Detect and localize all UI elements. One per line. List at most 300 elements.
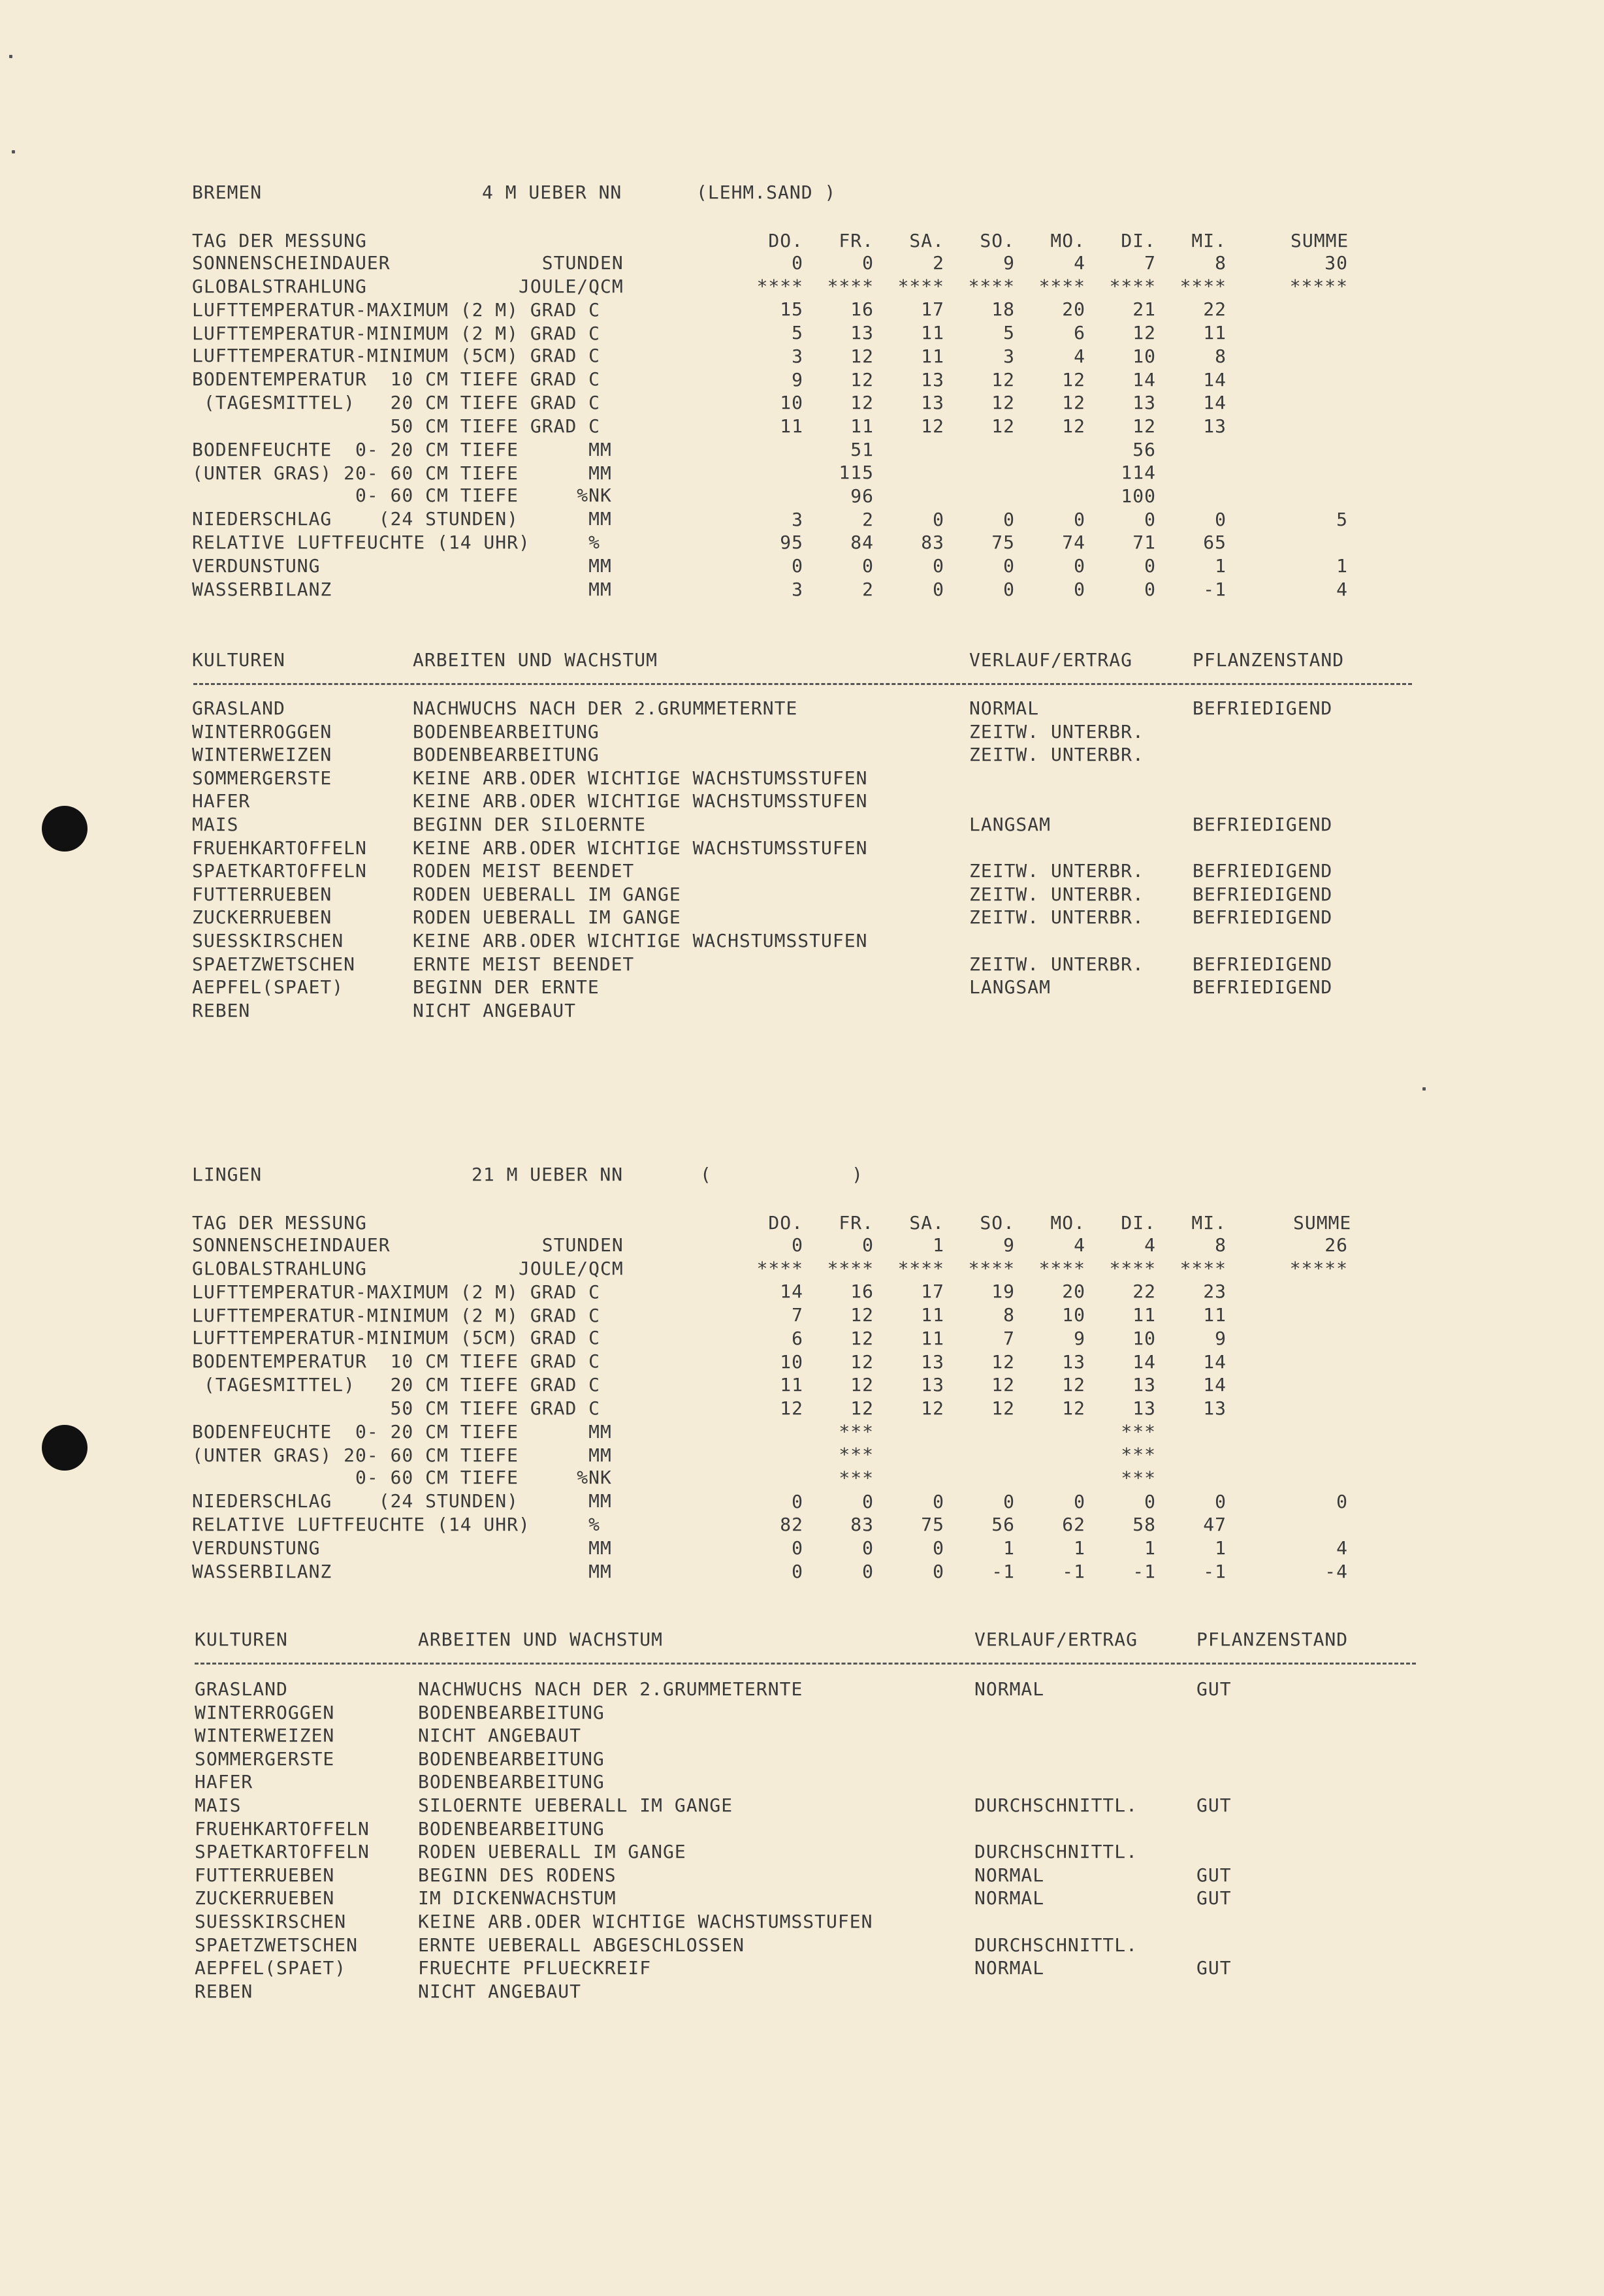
value-cell: *** bbox=[1121, 1421, 1156, 1443]
value-cell: -1 bbox=[1203, 1561, 1227, 1582]
value-cell: 58 bbox=[1132, 1514, 1156, 1535]
crop-name: SPAETZWETSCHEN bbox=[195, 1934, 359, 1956]
crop-col-header: ARBEITEN UND WACHSTUM bbox=[418, 1629, 664, 1650]
row-label: BODENFEUCHTE 0- 20 CM TIEFE MM bbox=[192, 1421, 612, 1443]
crop-activity: KEINE ARB.ODER WICHTIGE WACHSTUMSSTUFEN bbox=[413, 930, 868, 951]
crop-name: SOMMERGERSTE bbox=[195, 1748, 335, 1770]
day-header: FR. bbox=[839, 230, 874, 251]
station-name: BREMEN bbox=[192, 182, 263, 203]
crop-status: GUT bbox=[1196, 1887, 1232, 1909]
value-cell: 8 bbox=[1215, 345, 1227, 367]
row-label: LUFTTEMPERATUR-MINIMUM (5CM) GRAD C bbox=[192, 345, 601, 366]
value-cell: **** bbox=[897, 276, 944, 297]
value-cell: **** bbox=[968, 1258, 1015, 1279]
crop-name: FRUEHKARTOFFELN bbox=[192, 837, 367, 859]
value-cell: 62 bbox=[1062, 1514, 1085, 1535]
row-label: 50 CM TIEFE GRAD C bbox=[192, 1397, 601, 1419]
sum-cell: 26 bbox=[1324, 1234, 1348, 1256]
value-cell: 83 bbox=[850, 1514, 874, 1535]
value-cell: 12 bbox=[850, 1328, 874, 1349]
sum-cell: 30 bbox=[1324, 252, 1348, 274]
crop-activity: RODEN MEIST BEENDET bbox=[413, 860, 635, 882]
crop-activity: SILOERNTE UEBERALL IM GANGE bbox=[418, 1794, 733, 1816]
value-cell: 2 bbox=[862, 509, 874, 530]
value-cell: 0 bbox=[792, 1537, 803, 1559]
value-cell: 1 bbox=[1144, 1537, 1156, 1559]
value-cell: 6 bbox=[792, 1328, 803, 1349]
value-cell: 83 bbox=[921, 532, 944, 553]
crop-status: BEFRIEDIGEND bbox=[1193, 884, 1333, 905]
value-cell: 7 bbox=[1003, 1328, 1015, 1349]
value-cell: 11 bbox=[850, 415, 874, 437]
crop-name: SUESSKIRSCHEN bbox=[192, 930, 344, 951]
crop-activity: BODENBEARBEITUNG bbox=[418, 1771, 605, 1793]
value-cell: 1 bbox=[933, 1234, 944, 1256]
sum-cell: ***** bbox=[1289, 1258, 1348, 1279]
row-label: 0- 60 CM TIEFE %NK bbox=[192, 1467, 612, 1488]
value-cell: 74 bbox=[1062, 532, 1085, 553]
value-cell: 8 bbox=[1215, 1234, 1227, 1256]
crop-activity: KEINE ARB.ODER WICHTIGE WACHSTUMSSTUFEN bbox=[413, 837, 868, 859]
value-cell: 3 bbox=[792, 579, 803, 600]
value-cell: **** bbox=[1038, 1258, 1085, 1279]
sum-header: SUMME bbox=[1293, 1212, 1352, 1234]
crop-name: HAFER bbox=[195, 1771, 253, 1793]
station-name: LINGEN bbox=[192, 1164, 263, 1185]
value-cell: *** bbox=[839, 1421, 874, 1443]
value-cell: 0 bbox=[1144, 579, 1156, 600]
value-cell: 0 bbox=[1215, 1491, 1227, 1512]
value-cell: 12 bbox=[850, 1397, 874, 1419]
value-cell: 13 bbox=[850, 322, 874, 343]
crop-yield: NORMAL bbox=[974, 1864, 1045, 1886]
value-cell: 11 bbox=[921, 322, 944, 343]
value-cell: 0 bbox=[862, 1561, 874, 1582]
value-cell: 20 bbox=[1062, 298, 1085, 320]
station-soil: (LEHM.SAND ) bbox=[696, 182, 837, 203]
value-cell: 82 bbox=[780, 1514, 803, 1535]
value-cell: -1 bbox=[1132, 1561, 1156, 1582]
value-cell: 12 bbox=[1062, 1397, 1085, 1419]
crop-name: GRASLAND bbox=[192, 697, 285, 719]
value-cell: 12 bbox=[991, 392, 1015, 413]
crop-status: GUT bbox=[1196, 1957, 1232, 1979]
day-header: MO. bbox=[1050, 230, 1085, 251]
day-header: SA. bbox=[909, 1212, 944, 1234]
value-cell: 11 bbox=[1203, 1304, 1227, 1326]
value-cell: 14 bbox=[1203, 369, 1227, 391]
row-label: 0- 60 CM TIEFE %NK bbox=[192, 485, 612, 506]
day-header: SO. bbox=[980, 1212, 1015, 1234]
value-cell: 4 bbox=[1144, 1234, 1156, 1256]
crop-yield: ZEITW. UNTERBR. bbox=[969, 744, 1144, 765]
value-cell: 10 bbox=[780, 1351, 803, 1373]
value-cell: 0 bbox=[1003, 579, 1015, 600]
row-label: 50 CM TIEFE GRAD C bbox=[192, 415, 601, 437]
day-header: DO. bbox=[768, 230, 803, 251]
crop-status: BEFRIEDIGEND bbox=[1193, 953, 1333, 975]
value-cell: 47 bbox=[1203, 1514, 1227, 1535]
crop-yield: NORMAL bbox=[969, 697, 1040, 719]
value-cell: 2 bbox=[933, 252, 944, 274]
value-cell: 0 bbox=[933, 1561, 944, 1582]
value-cell: 13 bbox=[1203, 1397, 1227, 1419]
value-cell: 12 bbox=[850, 345, 874, 367]
value-cell: -1 bbox=[1062, 1561, 1085, 1582]
value-cell: 12 bbox=[850, 1304, 874, 1326]
day-header: DI. bbox=[1121, 1212, 1156, 1234]
crop-status: GUT bbox=[1196, 1864, 1232, 1886]
value-cell: 12 bbox=[850, 369, 874, 391]
value-cell: 95 bbox=[780, 532, 803, 553]
crop-name: ZUCKERRUEBEN bbox=[195, 1887, 335, 1909]
crop-name: ZUCKERRUEBEN bbox=[192, 906, 332, 928]
value-cell: 9 bbox=[1215, 1328, 1227, 1349]
value-cell: 4 bbox=[1074, 345, 1085, 367]
value-cell: *** bbox=[839, 1444, 874, 1465]
sum-cell: -4 bbox=[1324, 1561, 1348, 1582]
value-cell: 71 bbox=[1132, 532, 1156, 553]
value-cell: 14 bbox=[1203, 1374, 1227, 1395]
divider-line bbox=[195, 1663, 1416, 1665]
row-label: BODENTEMPERATUR 10 CM TIEFE GRAD C bbox=[192, 368, 601, 390]
value-cell: 21 bbox=[1132, 298, 1156, 320]
value-cell: 11 bbox=[921, 1304, 944, 1326]
value-cell: 0 bbox=[792, 252, 803, 274]
station-elevation: 21 M UEBER NN bbox=[472, 1164, 624, 1185]
day-header: DO. bbox=[768, 1212, 803, 1234]
value-cell: **** bbox=[827, 276, 874, 297]
value-cell: 12 bbox=[1062, 369, 1085, 391]
crop-col-header: PFLANZENSTAND bbox=[1196, 1629, 1349, 1650]
speck-mark bbox=[9, 55, 12, 58]
row-label: RELATIVE LUFTFEUCHTE (14 UHR) % bbox=[192, 532, 601, 553]
crop-status: GUT bbox=[1196, 1678, 1232, 1700]
crop-yield: LANGSAM bbox=[969, 976, 1051, 998]
value-cell: 12 bbox=[850, 1374, 874, 1395]
sum-cell: 4 bbox=[1336, 579, 1348, 600]
value-cell: 8 bbox=[1215, 252, 1227, 274]
value-cell: 12 bbox=[921, 1397, 944, 1419]
row-label: RELATIVE LUFTFEUCHTE (14 UHR) % bbox=[192, 1514, 601, 1535]
value-cell: 12 bbox=[1132, 415, 1156, 437]
day-header: MO. bbox=[1050, 1212, 1085, 1234]
value-cell: 0 bbox=[1074, 579, 1085, 600]
crop-status: GUT bbox=[1196, 1794, 1232, 1816]
value-cell: 6 bbox=[1074, 322, 1085, 343]
crop-name: HAFER bbox=[192, 790, 251, 812]
value-cell: 22 bbox=[1132, 1281, 1156, 1302]
value-cell: 9 bbox=[1003, 252, 1015, 274]
value-cell: 9 bbox=[792, 369, 803, 391]
value-cell: **** bbox=[1038, 276, 1085, 297]
value-cell: 11 bbox=[921, 345, 944, 367]
crop-yield: NORMAL bbox=[974, 1957, 1045, 1979]
crop-name: WINTERWEIZEN bbox=[195, 1725, 335, 1746]
value-cell: 13 bbox=[1062, 1351, 1085, 1373]
value-cell: -1 bbox=[1203, 579, 1227, 600]
value-cell: 14 bbox=[1203, 392, 1227, 413]
crop-yield: ZEITW. UNTERBR. bbox=[969, 906, 1144, 928]
day-header: MI. bbox=[1191, 230, 1227, 251]
row-label: NIEDERSCHLAG (24 STUNDEN) MM bbox=[192, 508, 612, 530]
crop-col-header: KULTUREN bbox=[192, 649, 285, 671]
value-cell: 56 bbox=[991, 1514, 1015, 1535]
value-cell: 0 bbox=[792, 1561, 803, 1582]
crop-yield: DURCHSCHNITTL. bbox=[974, 1794, 1138, 1816]
day-header: FR. bbox=[839, 1212, 874, 1234]
value-cell: *** bbox=[1121, 1467, 1156, 1489]
crop-name: WINTERWEIZEN bbox=[192, 744, 332, 765]
value-cell: 0 bbox=[862, 1537, 874, 1559]
value-cell: 17 bbox=[921, 1281, 944, 1302]
value-cell: 14 bbox=[780, 1281, 803, 1302]
row-label: (UNTER GRAS) 20- 60 CM TIEFE MM bbox=[192, 1444, 612, 1466]
day-header: SA. bbox=[909, 230, 944, 251]
value-cell: *** bbox=[839, 1467, 874, 1489]
value-cell: 65 bbox=[1203, 532, 1227, 553]
crop-name: MAIS bbox=[195, 1794, 242, 1816]
value-cell: 0 bbox=[1003, 555, 1015, 577]
sum-cell: ***** bbox=[1289, 276, 1348, 297]
value-cell: -1 bbox=[991, 1561, 1015, 1582]
value-cell: 12 bbox=[850, 1351, 874, 1373]
crop-col-header: ARBEITEN UND WACHSTUM bbox=[413, 649, 658, 671]
value-cell: 1 bbox=[1074, 1537, 1085, 1559]
value-cell: 12 bbox=[991, 415, 1015, 437]
value-cell: 12 bbox=[780, 1397, 803, 1419]
value-cell: 13 bbox=[1132, 1374, 1156, 1395]
crop-yield: NORMAL bbox=[974, 1678, 1045, 1700]
value-cell: 0 bbox=[933, 509, 944, 530]
value-cell: **** bbox=[756, 276, 803, 297]
value-cell: 7 bbox=[792, 1304, 803, 1326]
crop-status: BEFRIEDIGEND bbox=[1193, 906, 1333, 928]
sum-header: SUMME bbox=[1291, 230, 1349, 251]
crop-col-header: VERLAUF/ERTRAG bbox=[974, 1629, 1138, 1650]
value-cell: 0 bbox=[792, 555, 803, 577]
value-cell: 114 bbox=[1121, 462, 1156, 483]
value-cell: 17 bbox=[921, 298, 944, 320]
value-cell: 13 bbox=[1132, 1397, 1156, 1419]
crop-name: FUTTERRUEBEN bbox=[195, 1864, 335, 1886]
value-cell: 7 bbox=[1144, 252, 1156, 274]
row-label: LUFTTEMPERATUR-MAXIMUM (2 M) GRAD C bbox=[192, 299, 601, 321]
crop-activity: IM DICKENWACHSTUM bbox=[418, 1887, 617, 1909]
crop-name: WINTERROGGEN bbox=[195, 1702, 335, 1723]
value-cell: 100 bbox=[1121, 485, 1156, 507]
value-cell: 0 bbox=[792, 1491, 803, 1512]
crop-yield: ZEITW. UNTERBR. bbox=[969, 860, 1144, 882]
value-cell: *** bbox=[1121, 1444, 1156, 1465]
crop-yield: ZEITW. UNTERBR. bbox=[969, 721, 1144, 742]
crop-status: BEFRIEDIGEND bbox=[1193, 976, 1333, 998]
row-label: SONNENSCHEINDAUER STUNDEN bbox=[192, 1234, 624, 1256]
value-cell: 3 bbox=[792, 345, 803, 367]
crop-name: AEPFEL(SPAET) bbox=[195, 1957, 347, 1979]
value-cell: 51 bbox=[850, 439, 874, 460]
divider-line bbox=[193, 683, 1412, 685]
row-label: TAG DER MESSUNG bbox=[192, 1212, 367, 1234]
value-cell: 0 bbox=[1144, 1491, 1156, 1512]
value-cell: 11 bbox=[1203, 322, 1227, 343]
value-cell: 3 bbox=[1003, 345, 1015, 367]
sum-cell: 0 bbox=[1336, 1491, 1348, 1512]
value-cell: 13 bbox=[921, 369, 944, 391]
crop-activity: KEINE ARB.ODER WICHTIGE WACHSTUMSSTUFEN bbox=[418, 1911, 873, 1932]
crop-col-header: PFLANZENSTAND bbox=[1193, 649, 1345, 671]
row-label: LUFTTEMPERATUR-MINIMUM (2 M) GRAD C bbox=[192, 1305, 601, 1326]
crop-col-header: VERLAUF/ERTRAG bbox=[969, 649, 1133, 671]
value-cell: 75 bbox=[921, 1514, 944, 1535]
value-cell: 0 bbox=[1215, 509, 1227, 530]
crop-activity: BODENBEARBEITUNG bbox=[418, 1818, 605, 1840]
row-label: NIEDERSCHLAG (24 STUNDEN) MM bbox=[192, 1490, 612, 1512]
value-cell: 11 bbox=[1132, 1304, 1156, 1326]
day-header: DI. bbox=[1121, 230, 1156, 251]
crop-activity: BEGINN DER SILOERNTE bbox=[413, 814, 647, 835]
value-cell: **** bbox=[1109, 276, 1156, 297]
value-cell: 0 bbox=[1144, 555, 1156, 577]
value-cell: 8 bbox=[1003, 1304, 1015, 1326]
value-cell: 14 bbox=[1203, 1351, 1227, 1373]
value-cell: 0 bbox=[1144, 509, 1156, 530]
value-cell: 12 bbox=[1062, 392, 1085, 413]
value-cell: 0 bbox=[862, 1491, 874, 1512]
speck-mark bbox=[1422, 1087, 1426, 1091]
crop-name: WINTERROGGEN bbox=[192, 721, 332, 742]
value-cell: 0 bbox=[1003, 509, 1015, 530]
punch-hole-bottom bbox=[42, 1425, 88, 1471]
value-cell: 56 bbox=[1132, 439, 1156, 460]
value-cell: 13 bbox=[1203, 415, 1227, 437]
punch-hole-top bbox=[42, 806, 88, 852]
day-header: MI. bbox=[1191, 1212, 1227, 1234]
crop-name: SPAETKARTOFFELN bbox=[192, 860, 367, 882]
value-cell: 0 bbox=[933, 555, 944, 577]
crop-status: BEFRIEDIGEND bbox=[1193, 814, 1333, 835]
value-cell: 0 bbox=[933, 1537, 944, 1559]
value-cell: **** bbox=[1179, 276, 1227, 297]
crop-yield: ZEITW. UNTERBR. bbox=[969, 953, 1144, 975]
value-cell: **** bbox=[897, 1258, 944, 1279]
value-cell: 10 bbox=[780, 392, 803, 413]
row-label: (TAGESMITTEL) 20 CM TIEFE GRAD C bbox=[192, 392, 601, 413]
row-label: GLOBALSTRAHLUNG JOULE/QCM bbox=[192, 276, 624, 297]
value-cell: 13 bbox=[1132, 392, 1156, 413]
crop-name: SPAETZWETSCHEN bbox=[192, 953, 356, 975]
sum-cell: 4 bbox=[1336, 1537, 1348, 1559]
value-cell: 75 bbox=[991, 532, 1015, 553]
value-cell: **** bbox=[1109, 1258, 1156, 1279]
value-cell: 1 bbox=[1215, 1537, 1227, 1559]
crop-name: SOMMERGERSTE bbox=[192, 767, 332, 789]
row-label: (TAGESMITTEL) 20 CM TIEFE GRAD C bbox=[192, 1374, 601, 1395]
value-cell: 0 bbox=[933, 1491, 944, 1512]
crop-name: AEPFEL(SPAET) bbox=[192, 976, 344, 998]
value-cell: 4 bbox=[1074, 252, 1085, 274]
row-label: SONNENSCHEINDAUER STUNDEN bbox=[192, 252, 624, 274]
crop-activity: NICHT ANGEBAUT bbox=[413, 1000, 577, 1021]
crop-name: FUTTERRUEBEN bbox=[192, 884, 332, 905]
value-cell: 0 bbox=[933, 579, 944, 600]
value-cell: **** bbox=[1179, 1258, 1227, 1279]
value-cell: 96 bbox=[850, 485, 874, 507]
crop-activity: FRUECHTE PFLUECKREIF bbox=[418, 1957, 652, 1979]
crop-activity: BEGINN DER ERNTE bbox=[413, 976, 600, 998]
value-cell: 14 bbox=[1132, 1351, 1156, 1373]
crop-activity: RODEN UEBERALL IM GANGE bbox=[413, 906, 681, 928]
row-label: VERDUNSTUNG MM bbox=[192, 555, 612, 577]
value-cell: 0 bbox=[862, 555, 874, 577]
crop-name: REBEN bbox=[195, 1981, 253, 2002]
value-cell: 12 bbox=[921, 415, 944, 437]
value-cell: 115 bbox=[839, 462, 874, 483]
value-cell: 12 bbox=[991, 1374, 1015, 1395]
value-cell: 12 bbox=[850, 392, 874, 413]
value-cell: 2 bbox=[862, 579, 874, 600]
crop-activity: ERNTE UEBERALL ABGESCHLOSSEN bbox=[418, 1934, 745, 1956]
value-cell: 10 bbox=[1132, 1328, 1156, 1349]
value-cell: 13 bbox=[921, 392, 944, 413]
crop-activity: KEINE ARB.ODER WICHTIGE WACHSTUMSSTUFEN bbox=[413, 790, 868, 812]
sum-cell: 5 bbox=[1336, 509, 1348, 530]
crop-activity: RODEN UEBERALL IM GANGE bbox=[413, 884, 681, 905]
value-cell: 20 bbox=[1062, 1281, 1085, 1302]
crop-yield: ZEITW. UNTERBR. bbox=[969, 884, 1144, 905]
value-cell: **** bbox=[756, 1258, 803, 1279]
value-cell: 13 bbox=[921, 1351, 944, 1373]
value-cell: 18 bbox=[991, 298, 1015, 320]
row-label: LUFTTEMPERATUR-MINIMUM (5CM) GRAD C bbox=[192, 1327, 601, 1348]
row-label: WASSERBILANZ MM bbox=[192, 1561, 612, 1582]
crop-activity: NICHT ANGEBAUT bbox=[418, 1981, 582, 2002]
crop-name: MAIS bbox=[192, 814, 239, 835]
value-cell: 12 bbox=[1132, 322, 1156, 343]
value-cell: 0 bbox=[1074, 1491, 1085, 1512]
crop-activity: ERNTE MEIST BEENDET bbox=[413, 953, 635, 975]
crop-name: REBEN bbox=[192, 1000, 251, 1021]
crop-activity: NACHWUCHS NACH DER 2.GRUMMETERNTE bbox=[413, 697, 798, 719]
crop-activity: BEGINN DES RODENS bbox=[418, 1864, 617, 1886]
value-cell: 9 bbox=[1074, 1328, 1085, 1349]
crop-name: GRASLAND bbox=[195, 1678, 288, 1700]
value-cell: 0 bbox=[862, 252, 874, 274]
sum-cell: 1 bbox=[1336, 555, 1348, 577]
crop-activity: BODENBEARBEITUNG bbox=[418, 1702, 605, 1723]
value-cell: 0 bbox=[862, 1234, 874, 1256]
value-cell: 12 bbox=[1062, 1374, 1085, 1395]
value-cell: 0 bbox=[1074, 509, 1085, 530]
crop-activity: NACHWUCHS NACH DER 2.GRUMMETERNTE bbox=[418, 1678, 803, 1700]
value-cell: **** bbox=[968, 276, 1015, 297]
row-label: LUFTTEMPERATUR-MINIMUM (2 M) GRAD C bbox=[192, 323, 601, 344]
value-cell: 15 bbox=[780, 298, 803, 320]
value-cell: 12 bbox=[991, 1351, 1015, 1373]
value-cell: 10 bbox=[1062, 1304, 1085, 1326]
value-cell: 0 bbox=[1003, 1491, 1015, 1512]
crop-activity: NICHT ANGEBAUT bbox=[418, 1725, 582, 1746]
crop-yield: DURCHSCHNITTL. bbox=[974, 1841, 1138, 1862]
value-cell: 12 bbox=[991, 1397, 1015, 1419]
station-elevation: 4 M UEBER NN bbox=[482, 182, 622, 203]
crop-yield: DURCHSCHNITTL. bbox=[974, 1934, 1138, 1956]
row-label: BODENFEUCHTE 0- 20 CM TIEFE MM bbox=[192, 439, 612, 460]
value-cell: 22 bbox=[1203, 298, 1227, 320]
value-cell: 4 bbox=[1074, 1234, 1085, 1256]
crop-activity: BODENBEARBEITUNG bbox=[418, 1748, 605, 1770]
row-label: (UNTER GRAS) 20- 60 CM TIEFE MM bbox=[192, 462, 612, 484]
